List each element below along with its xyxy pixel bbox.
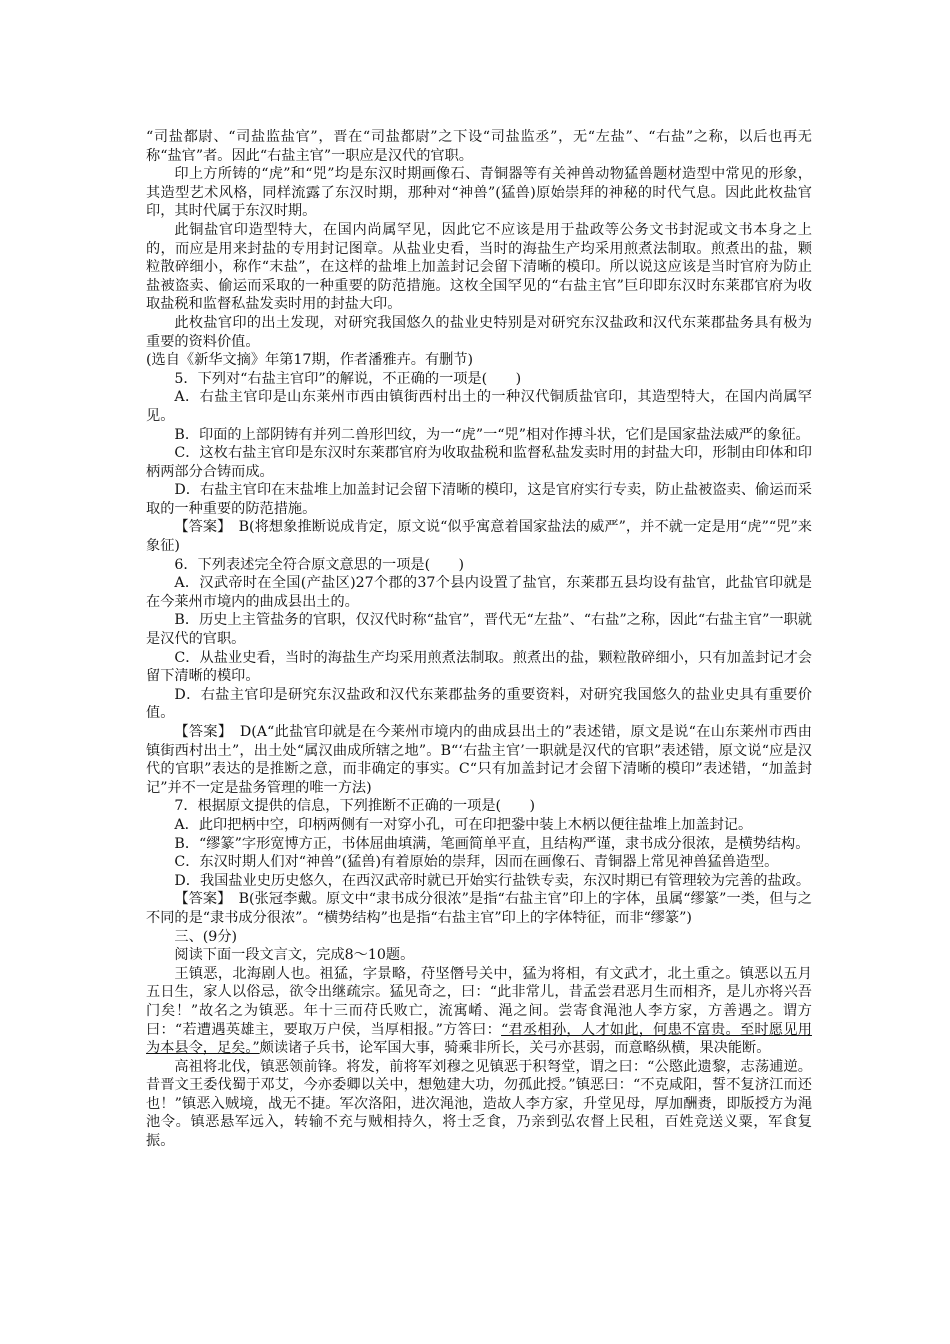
answer-text: B(张冠李戴。原文中“隶书成分很浓”是指“右盐主官”印上的字体，虽属“缪篆”一类，但与之不同的是“隶书成分很浓”。“横势结构”也是指“右盐主官”印上的字体特征，而非“缪篆”) [146,891,812,926]
question-7-option-a: A．此印把柄中空，印柄两侧有一对穿小孔，可在印把銎中装上木柄以便往盐堆上加盖封记。 [174,816,753,833]
question-5-option-a: A．右盐主官印是山东莱州市西由镇街西村出土的一种汉代铜质盐官印，其造型特大，在国内尚属罕见。 [146,389,812,424]
underlined-sentence: “君丞相孙，人才如此，何患不富贵。至时愿见用为本县令，足矣。” [146,1021,812,1057]
question-5-answer [146,518,812,555]
question-6-option-a: A．汉武帝时在全国(产盐区)27个郡的37个县内设置了盐官，东莱郡五县均设有盐官，此盐官印就是在今莱州市境内的曲成县出土的。 [146,575,812,610]
question-5-option-d: D．右盐主官印在末盐堆上加盖封记会留下清晰的模印，这是官府实行专卖，防止盐被盗卖、偷运而采取的一种重要的防范措施。 [146,482,812,517]
section-heading: 三、(9分) [174,928,238,945]
document-page [146,128,812,1151]
question-7-option-c: C．东汉时期人们对“神兽”(猛兽)有着原始的崇拜，因而在画像石、青铜器上常见神兽猛兽造型。 [174,854,779,871]
question-6-stem: 6．下列表述完全符合原文意思的一项是( ) [174,556,465,573]
paragraph: 此枚盐官印的出土发现，对研究我国悠久的盐业史特别是对研究东汉盐政和汉代东莱郡盐务具有极为重要的资料价值。 [146,314,812,350]
question-7-answer [146,890,812,927]
question-7-stem: 7．根据原文提供的信息，下列推断不正确的一项是( ) [174,798,535,815]
question-5-option-b: B．印面的上部阴铸有并列二兽形凹纹，为一“虎”一“兕”相对作搏斗状，它们是国家盐法威严的象征。 [174,426,810,443]
passage-text: 颇读诸子兵书，论军国大事，骑乘非所长，关弓亦甚弱，而意略纵横，果决能断。 [259,1040,771,1057]
paragraph: 此铜盐官印造型特大，在国内尚属罕见，因此它不应该是用于盐政等公务文书封泥或文书本身之上的，而应是用来封盐的专用封记图章。从盐业史看，当时的海盐生产均采用煎煮法制取。煎煮出的盐，颗粒散碎细小，称作“末盐”，在这样的盐堆上加盖封记会留下清晰的模印。所以说这应该是当时官府为防止盐被盗卖、偷运而采取的一种重要的防范措施。这枚全国罕见的“右盐主官”巨印即东汉时东莱郡官府为收取盐税和监督私盐发卖时用的封盐大印。 [146,221,812,313]
question-6-option-c: C．从盐业史看，当时的海盐生产均采用煎煮法制取。煎煮出的盐，颗粒散碎细小，只有加盖封记才会留下清晰的模印。 [146,649,812,685]
answer-label: 【答案】 [174,519,225,536]
question-7-option-b: B．“缪篆”字形宽博方正，书体屈曲填满，笔画简单平直，且结构严谨，隶书成分很浓，是横势结构。 [174,835,810,852]
question-5-stem: 5．下列对“右盐主官印”的解说，不正确的一项是( ) [174,370,522,387]
answer-label: 【答案】 [174,724,226,740]
section-instruction: 阅读下面一段文言文，完成8～10题。 [174,947,415,964]
question-7-option-d: D．我国盐业史历史悠久，在西汉武帝时就已开始实行盐铁专卖，东汉时期已有管理较为完善的盐政。 [174,872,811,889]
answer-label: 【答案】 [174,891,225,908]
answer-text: B(将想象推断说成肯定，原文说“似乎寓意着国家盐法的威严”，并不就一定是用“虎”“兕”来象征) [146,519,812,555]
passage-text: 王镇恶，北海剧人也。祖猛，字景略，苻坚僭号关中，猛为将相，有文武才，北土重之。镇恶以五月五日生，家人以俗忌，欲令出继疏宗。猛见奇之，曰：“此非常儿，昔孟尝君恶月生而相齐，是儿亦将兴吾门矣！”故名之为镇恶。年十三而苻氏败亡，流寓崤、渑之间。尝寄食渑池人李方家，方善遇之。谓方曰：“若遭遇英雄主，要取万户侯，当厚相报。”方答曰： [146,965,812,1038]
classical-passage [146,965,812,1058]
source-citation: (选自《新华文摘》年第17期，作者潘雅卉。有删节) [146,352,474,369]
question-6-answer [146,723,812,797]
question-6-option-b: B．历史上主管盐务的官职，仅汉代时称“盐官”，晋代无“左盐”、“右盐”之称，因此“右盐主官”一职就是汉代的官职。 [146,612,812,648]
paragraph: “司盐都尉、“司盐监盐官”，晋在“司盐都尉”之下设“司盐监丞”，无“左盐”、“右盐”之称，以后也再无称“盐官”者。因此“右盐主官”一职应是汉代的官职。 [146,129,812,164]
classical-passage: 高祖将北伐，镇恶领前锋。将发，前将军刘穆之见镇恶于积弩堂，谓之曰：“公愍此遗黎，志荡逋逆。昔晋文王委伐蜀于邓艾，今亦委卿以关中，想勉建大功，勿孤此授。”镇恶曰：“不克咸阳，誓不复济江而还也！”镇恶入贼境，战无不捷。军次洛阳，进次渑池，造故人李方家，升堂见母，厚加酬赉，即版授方为渑池令。镇恶悬军远入，转输不充与贼相持久，将士乏食，乃亲到弘农督上民租，百姓竞送义粟，军食复振。 [146,1058,812,1150]
question-6-option-d: D．右盐主官印是研究东汉盐政和汉代东莱郡盐务的重要资料，对研究我国悠久的盐业史具有重要价值。 [146,686,812,722]
question-5-option-c: C．这枚右盐主官印是东汉时东莱郡官府为收取盐税和监督私盐发卖时用的封盐大印，形制由印体和印柄两部分合铸而成。 [146,445,812,480]
answer-text: D(A“此盐官印就是在今莱州市境内的曲成县出土的”表述错，原文是说“在山东莱州市西由镇街西村出土”，出土处“属汉曲成所辖之地”。B“‘右盐主官’一职就是汉代的官职”表述错，原文说“应是汉代的官职”表达的是推断之意，而非确定的事实。C“只有加盖封记才会留下清晰的模印”表述错，“加盖封记”并不一定是盐务管理的唯一方法) [146,724,812,796]
paragraph: 印上方所铸的“虎”和“兕”均是东汉时期画像石、青铜器等有关神兽动物猛兽题材造型中常见的形象，其造型艺术风格，同样流露了东汉时期，那种对“神兽”(猛兽)原始崇拜的神秘的时代气息。因此此枚盐官印，其时代属于东汉时期。 [146,166,812,220]
